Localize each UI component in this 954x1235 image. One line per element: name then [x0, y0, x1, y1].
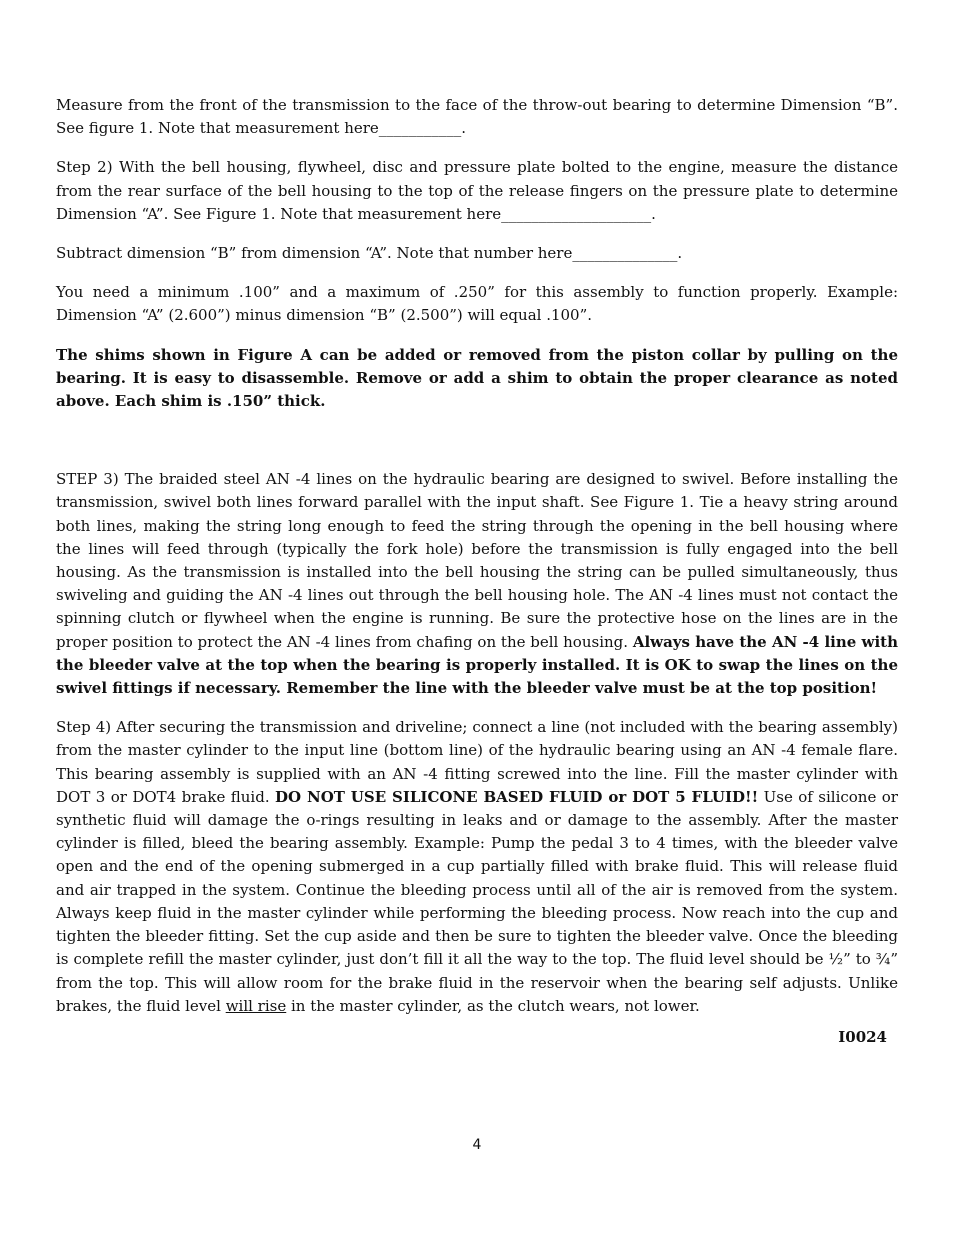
- step-4-text-b: Use of silicone or synthetic fluid will damage the o-rings resulting in leaks and or damage to the assembly. After the master cylinder is filled, bleed the bearing assembly. Example: Pump the pedal 3 to 4 times, with the bleeder valve open and the end of the opening submerged in a cup partially filled with brake fluid. This will release fluid and air trapped in the system. Continue the bleeding process until all of the air is removed from the system. Always keep fluid in the master cylinder while performing the bleeding process. Now reach into the cup and tighten the bleeder fitting. Set the cup aside and then be sure to tighten the bleeder valve. Once the bleeding is complete refill the master cylinder, just don’t fill it all the way to the top. The fluid level should be ½” to ¾” from the top. This will allow room for the brake fluid in the reservoir when the bearing self adjusts. Unlike brakes, the fluid level: [56, 787, 898, 1015]
- step-4-underlined: will rise: [225, 996, 287, 1015]
- paragraph-step-4: [56, 716, 898, 1018]
- step-4-text-c: in the master cylinder, as the clutch wears, not lower.: [286, 996, 700, 1015]
- spacer: [56, 429, 898, 468]
- paragraph-step-3: [56, 468, 898, 700]
- step-4-warning: DO NOT USE SILICONE BASED FLUID or DOT 5 FLUID!!: [275, 787, 759, 806]
- document-id: I0024: [838, 1028, 887, 1046]
- paragraph-clearance-range: You need a minimum .100” and a maximum of .250” for this assembly to function properly. Example: Dimension “A” (2.600”) minus dimension “B” (2.500”) will equal .100”.: [56, 283, 898, 325]
- paragraph-shims-note: The shims shown in Figure A can be added or removed from the piston collar by pulling on the bearing. It is easy to disassemble. Remove or add a shim to obtain the proper clearance as noted above. Each shim is .150” thick.: [56, 345, 898, 411]
- paragraph-dimension-b: Measure from the front of the transmission to the face of the throw-out bearing to determine Dimension “B”. See figure 1. Note that measurement here___________.: [56, 96, 898, 138]
- step-3-text: STEP 3) The braided steel AN -4 lines on the hydraulic bearing are designed to swivel. Before installing the transmission, swivel both lines forward parallel with the input shaft. See Figure 1. Tie a heavy string around both lines, making the string long enough to feed the string through the opening in the bell housing where the lines will feed through (typically the fork hole) before the transmission is fully engaged into the bell housing. As the transmission is installed into the bell housing the string can be pulled simultaneously, thus swiveling and guiding the AN -4 lines out through the bell housing hole. The AN -4 lines must not contact the spinning clutch or flywheel when the engine is running. Be sure the protective hose on the lines are in the proper position to protect the AN -4 lines from chafing on the bell housing.: [56, 470, 898, 651]
- paragraph-subtract: Subtract dimension “B” from dimension “A”. Note that number here______________.: [56, 244, 683, 263]
- paragraph-step-2: Step 2) With the bell housing, flywheel, disc and pressure plate bolted to the engine, measure the distance from the rear surface of the bell housing to the top of the release fingers on the pressure plate to determine Dimension “A”. See Figure 1. Note that measurement here____________________.: [56, 158, 898, 223]
- page-body: [56, 94, 898, 1034]
- step-3-warning: Always have the AN -4 line with the bleeder valve at the top when the bearing is properly installed. It is OK to swap the lines on the swivel fittings if necessary. Remember the line with the bleeder valve must be at the top position!: [56, 632, 899, 698]
- page-number: 4: [472, 1137, 482, 1153]
- step-4-text-a: Step 4) After securing the transmission and driveline; connect a line (not included with the bearing assembly) from the master cylinder to the input line (bottom line) of the hydraulic bearing using an AN -4 female flare. This bearing assembly is supplied with an AN -4 fitting screwed into the line. Fill the master cylinder with DOT 3 or DOT4 brake fluid.: [56, 718, 898, 806]
